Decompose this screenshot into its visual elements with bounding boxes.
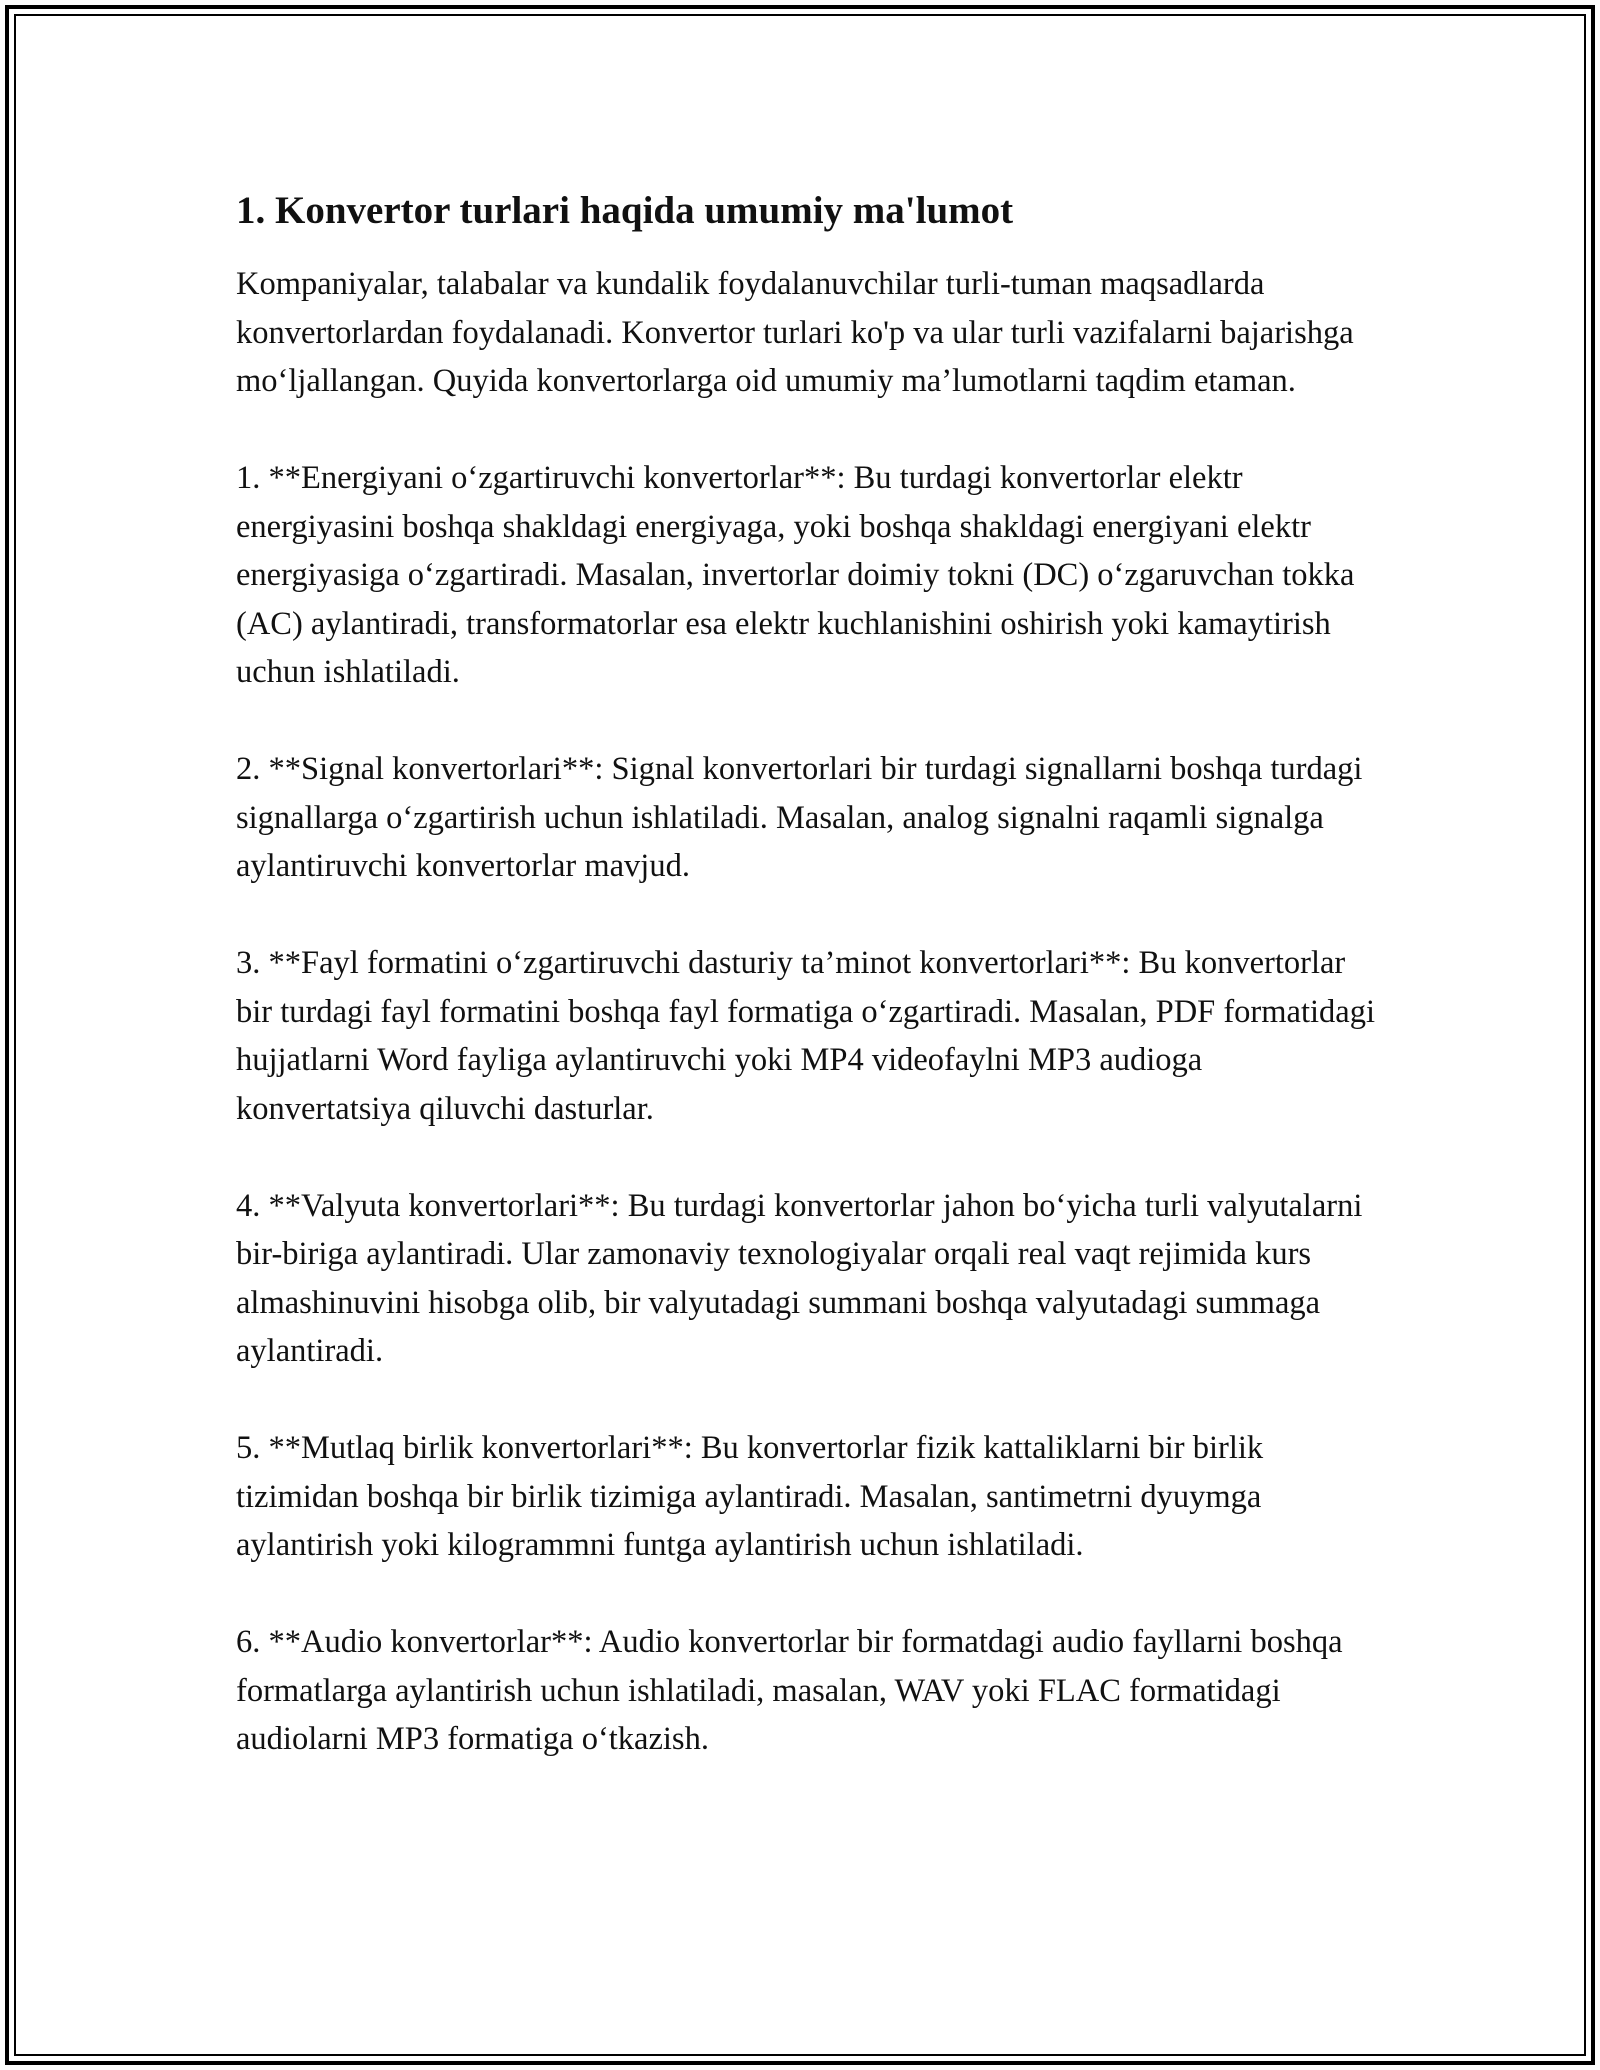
list-item-unit-converters: 5. **Mutlaq birlik konvertorlari**: Bu konvertorlar fizik kattaliklarni bir birlik tizimidan boshqa bir birlik tizimiga aylantiradi. Masalan, santimetrni dyuymga aylantirish yoki kilogrammni funtga aylantirish uchun ishlatiladi. [236,1430,1264,1563]
intro-paragraph: Kompaniyalar, talabalar va kundalik foydalanuvchilar turli-tuman maqsadlarda konvertorlardan foydalanadi. Konvertor turlari ko'p va ular turli vazifalarni bajarishga mo‘ljallangan. Quyida konvertorlarga oid umumiy ma’lumotlarni taqdim etaman. [236,266,1354,399]
document-body [236,186,1376,1812]
list-item-signal-converters: 2. **Signal konvertorlari**: Signal konvertorlari bir turdagi signallarni boshqa turdagi signallarga o‘zgartirish uchun ishlatiladi. Masalan, analog signalni raqamli signalga aylantiruvchi konvertorlar mavjud. [236,751,1363,884]
list-item-currency-converters: 4. **Valyuta konvertorlari**: Bu turdagi konvertorlar jahon bo‘yicha turli valyutalarni bir-biriga aylantiradi. Ular zamonaviy texnologiyalar orqali real vaqt rejimida kurs almashinuvini hisobga olib, bir valyutadagi summani boshqa valyutadagi summaga aylantiradi. [236,1187,1363,1369]
list-item-file-format-converters: 3. **Fayl formatini o‘zgartiruvchi dasturiy ta’minot konvertorlari**: Bu konvertorlar bir turdagi fayl formatini boshqa fayl formatiga o‘zgartiradi. Masalan, PDF formatidagi hujjatlarni Word fayliga aylantiruvchi yoki MP4 videofaylni MP3 audioga konvertatsiya qiluvchi dasturlar. [236,945,1375,1127]
list-item-audio-converters: 6. **Audio konvertorlar**: Audio konvertorlar bir formatdagi audio fayllarni boshqa formatlarga aylantirish uchun ishlatiladi, masalan, WAV yoki FLAC formatidagi audiolarni MP3 formatiga o‘tkazish. [236,1624,1343,1757]
document-title: 1. Konvertor turlari haqida umumiy ma'lumot [236,189,1014,232]
list-item-energy-converters: 1. **Energiyani o‘zgartiruvchi konvertorlar**: Bu turdagi konvertorlar elektr energiyasini boshqa shakldagi energiyaga, yoki boshqa shakldagi energiyani elektr energiyasiga o‘zgartiradi. Masalan, invertorlar doimiy tokni (DC) o‘zgaruvchan tokka (AC) aylantiradi, transformatorlar esa elektr kuchlanishini oshirish yoki kamaytirish uchun ishlatiladi. [236,460,1355,690]
